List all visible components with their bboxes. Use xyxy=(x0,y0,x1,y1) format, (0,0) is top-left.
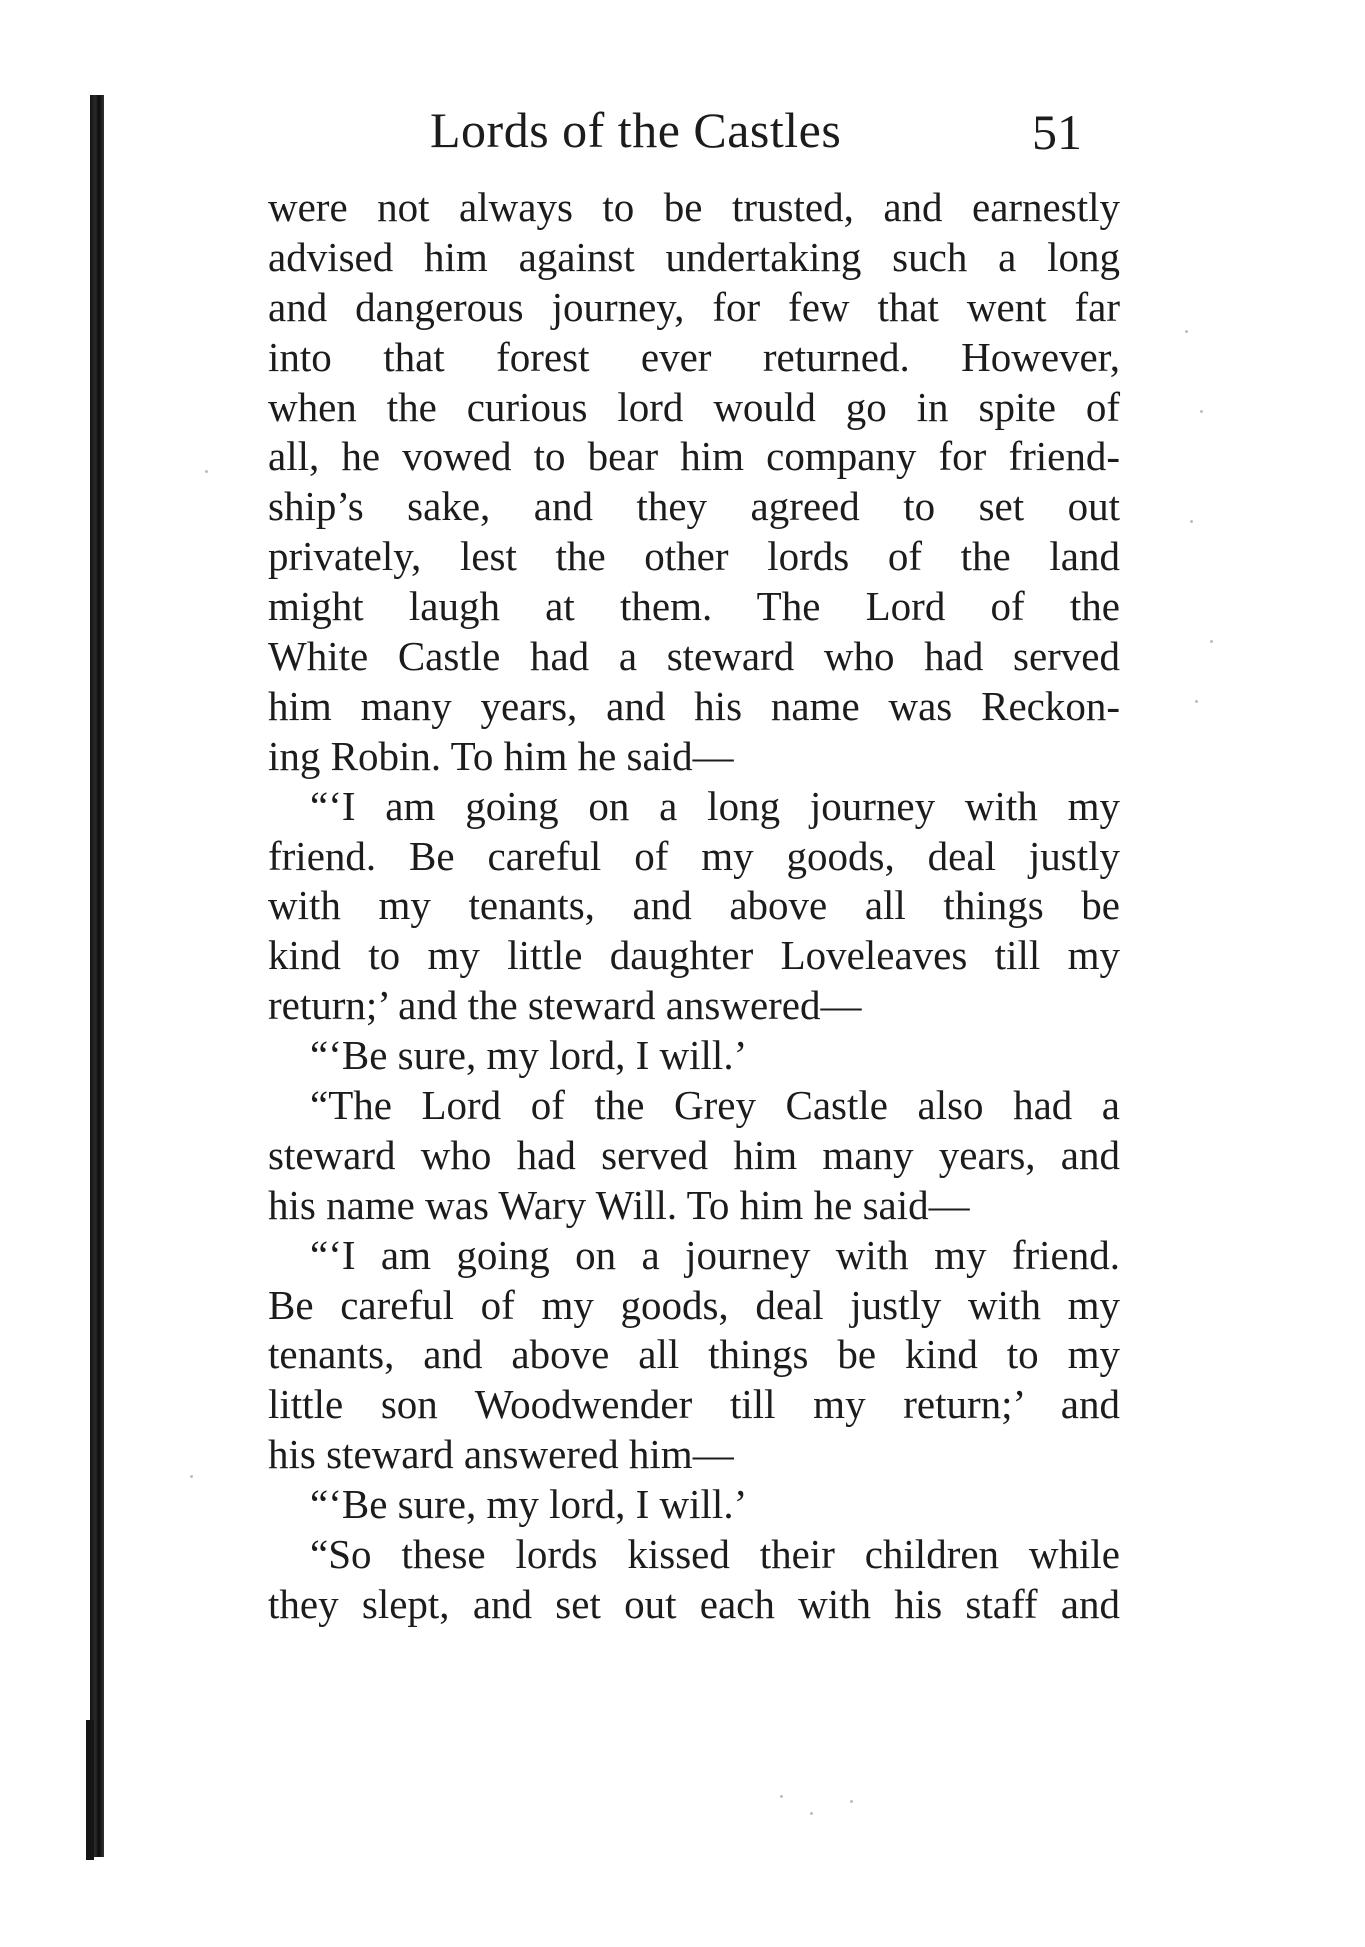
text-line: tenants, and above all things be kind to my xyxy=(268,1331,1120,1378)
text-line: “The Lord of the Grey Castle also had a xyxy=(310,1082,1120,1129)
running-title: Lords of the Castles xyxy=(430,102,842,158)
scan-speck xyxy=(1185,330,1188,333)
text-line: ing Robin. To him he said— xyxy=(268,732,734,779)
text-line: “‘I am going on a journey with my friend. xyxy=(310,1231,1120,1278)
text-line: his name was Wary Will. To him he said— xyxy=(268,1181,970,1228)
book-spine-shadow xyxy=(90,95,104,1857)
text-line: return;’ and the steward answered— xyxy=(268,982,862,1029)
scan-speck xyxy=(1200,410,1203,413)
text-line: and dangerous journey, for few that went far xyxy=(268,283,1120,330)
text-line: with my tenants, and above all things be xyxy=(268,882,1120,929)
text-line: “‘Be sure, my lord, I will.’ xyxy=(310,1481,748,1528)
text-line: were not always to be trusted, and earnestly xyxy=(268,184,1120,230)
scan-speck xyxy=(1190,520,1193,523)
text-line: “So these lords kissed their children while xyxy=(310,1531,1120,1578)
text-line: might laugh at them. The Lord of the xyxy=(268,583,1120,630)
text-line: kind to my little daughter Loveleaves till my xyxy=(268,932,1120,979)
text-line: little son Woodwender till my return;’ and xyxy=(268,1381,1120,1428)
text-line: they slept, and set out each with his staff and xyxy=(268,1580,1120,1627)
text-line: friend. Be careful of my goods, deal justly xyxy=(268,832,1120,879)
text-line: him many years, and his name was Reckon- xyxy=(268,682,1120,729)
scan-speck xyxy=(780,1795,783,1798)
scan-speck xyxy=(1210,640,1213,643)
page-number: 51 xyxy=(1032,104,1082,160)
text-line: his steward answered him— xyxy=(268,1431,734,1478)
text-line: ship’s sake, and they agreed to set out xyxy=(268,483,1120,530)
text-line: White Castle had a steward who had served xyxy=(268,633,1120,680)
text-line: when the curious lord would go in spite of xyxy=(268,383,1120,430)
text-line: “‘I am going on a long journey with my xyxy=(310,782,1120,829)
scan-speck xyxy=(1195,700,1198,703)
scan-speck xyxy=(190,1475,193,1478)
text-line: steward who had served him many years, and xyxy=(268,1131,1120,1178)
body-text xyxy=(268,183,1120,1630)
text-line: Be careful of my goods, deal justly with my xyxy=(268,1281,1120,1328)
text-line: privately, lest the other lords of the land xyxy=(268,533,1120,580)
book-spine-edge xyxy=(86,1720,94,1860)
scan-speck xyxy=(205,470,208,473)
scan-speck xyxy=(810,1812,813,1815)
scan-speck xyxy=(850,1800,853,1803)
text-line: into that forest ever returned. However, xyxy=(268,333,1120,380)
text-line: all, he vowed to bear him company for friend- xyxy=(268,433,1120,480)
text-line: advised him against undertaking such a long xyxy=(268,233,1120,280)
text-line: “‘Be sure, my lord, I will.’ xyxy=(310,1032,748,1079)
